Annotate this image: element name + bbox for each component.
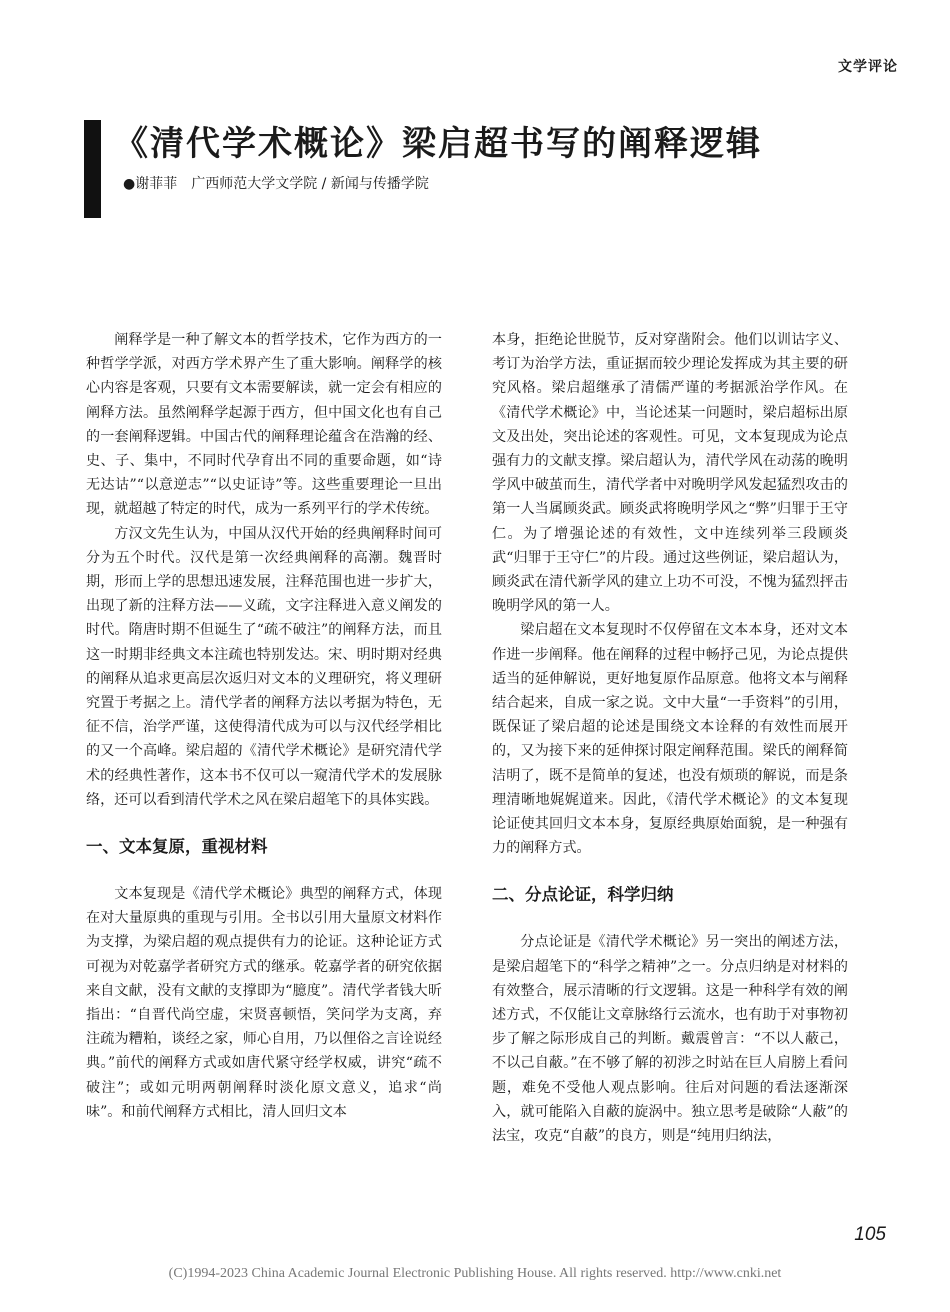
paragraph: 方汉文先生认为，中国从汉代开始的经典阐释时间可分为五个时代。汉代是第一次经典阐释的高潮。魏晋时期，形而上学的思想迅速发展，注释范围也进一步扩大，出现了新的注释方法——义疏，文字注释进入意义阐发的时代。隋唐时期不但诞生了“疏不破注”的阐释方法，而且这一时期非经典文本注疏也特别发达。宋、明时期对经典的阐释从追求更高层次返归对文本的义理研究，将义理研究置于考据之上。清代学者的阐释方法以考据为特色，无征不信，治学严谨，这使得清代成为可以与汉代经学相比的又一个高峰。梁启超的《清代学术概论》是研究清代学术的经典性著作，这本书不仅可以一窥清代学术的发展脉络，还可以看到清代学术之风在梁启超笔下的具体实践。 — [86, 525, 442, 808]
paragraph: 文本复现是《清代学术概论》典型的阐释方式，体现在对大量原典的重现与引用。全书以引用大量原文材料作为支撑，为梁启超的观点提供有力的论证。这种论证方式可视为对乾嘉学者研究方式的继承。乾嘉学者的研究依据来自文献，没有文献的支撑即为“臆度”。清代学者钱大昕指出：“自晋代尚空虚，宋贤喜顿悟，笑问学为支离，弃注疏为糟粕，谈经之家，师心自用，乃以俚俗之言诠说经典。”前代的阐释方式或如唐代紧守经学权威，讲究“疏不破注”；或如元明两朝阐释时淡化原文意义，追求“尚味”。和前代阐释方式相比，清人回归文本 — [86, 886, 442, 1120]
paragraph: 梁启超在文本复现时不仅停留在文本本身，还对文本作进一步阐释。他在阐释的过程中畅抒己见，为论点提供适当的延伸解说，更好地复原作品原意。他将文本与阐释结合起来，自成一家之说。文中大量“一手资料”的引用，既保证了梁启超的论述是围绕文本诠释的有效性而展开的，又为接下来的延伸探讨限定阐释范围。梁氏的阐释简洁明了，既不是简单的复述，也没有烦琐的解说，而是条理清晰地娓娓道来。因此，《清代学术概论》的文本复现论证使其回归文本本身，复原经典原始面貌，是一种强有力的阐释方式。 — [492, 622, 848, 857]
article-title: 《清代学术概论》梁启超书写的阐释逻辑 — [114, 124, 762, 164]
paragraph-continued: 本身，拒绝论世脱节，反对穿凿附会。他们以训诂字义、考订为治学方法，重证据而较少理论发挥成为其主要的研究风格。梁启超继承了清儒严谨的考据派治学作风。在《清代学术概论》中，当论述某一问题时，梁启超标出原文及出处，突出论述的客观性。可见，文本复现成为论点强有力的文献支撑。梁启超认为，清代学风在动荡的晚明学风中破茧而生，清代学者中对晚明学风发起猛烈攻击的第一人当属顾炎武。顾炎武将晚明学风之“弊”归罪于王守仁。为了增强论述的有效性，文中连续列举三段顾炎武“归罪于王守仁”的片段。通过这些例证，梁启超认为，顾炎武在清代新学风的建立上功不可没，不愧为猛烈抨击晚明学风的第一人。 — [492, 332, 848, 615]
title-accent-bar — [84, 120, 101, 218]
left-column — [86, 328, 442, 1124]
byline — [123, 173, 429, 193]
page-number: 105 — [854, 1224, 886, 1245]
section-label: 文学评论 — [838, 59, 898, 75]
section-heading: 二、分点论证，科学归纳 — [492, 885, 674, 905]
author-affiliation: 广西师范大学文学院 / 新闻与传播学院 — [191, 176, 429, 192]
right-column — [492, 328, 848, 1148]
author-name: ●谢菲菲 — [123, 176, 178, 192]
copyright-footer: (C)1994-2023 China Academic Journal Electronic Publishing House. All rights reserved. http://www.cnki.net — [168, 1266, 782, 1281]
paragraph: 阐释学是一种了解文本的哲学技术，它作为西方的一种哲学学派，对西方学术界产生了重大影响。阐释学的核心内容是客观，只要有文本需要解读，就一定会有相应的阐释方法。虽然阐释学起源于西方，但中国文化也有自己的一套阐释逻辑。中国古代的阐释理论蕴含在浩瀚的经、史、子、集中，不同时代孕育出不同的重要命题，如“诗无达诂”“以意逆志”“以史证诗”等。这些重要理论一旦出现，就超越了特定的时代，成为一系列平行的学术传统。 — [86, 332, 442, 518]
paragraph: 分点论证是《清代学术概论》另一突出的阐述方法，是梁启超笔下的“科学之精神”之一。分点归纳是对材料的有效整合，展示清晰的行文逻辑。这是一种科学有效的阐述方式，不仅能让文章脉络行云流水，也有助于对事物初步了解之际形成自己的判断。戴震曾言：“不以人蔽己，不以己自蔽。”在不够了解的初涉之时站在巨人肩膀上看问题，难免不受他人观点影响。往后对问题的看法逐渐深入，就可能陷入自蔽的旋涡中。独立思考是破除“人蔽”的法宝，攻克“自蔽”的良方，则是“纯用归纳法， — [492, 934, 848, 1145]
section-heading: 一、文本复原，重视材料 — [86, 837, 268, 857]
